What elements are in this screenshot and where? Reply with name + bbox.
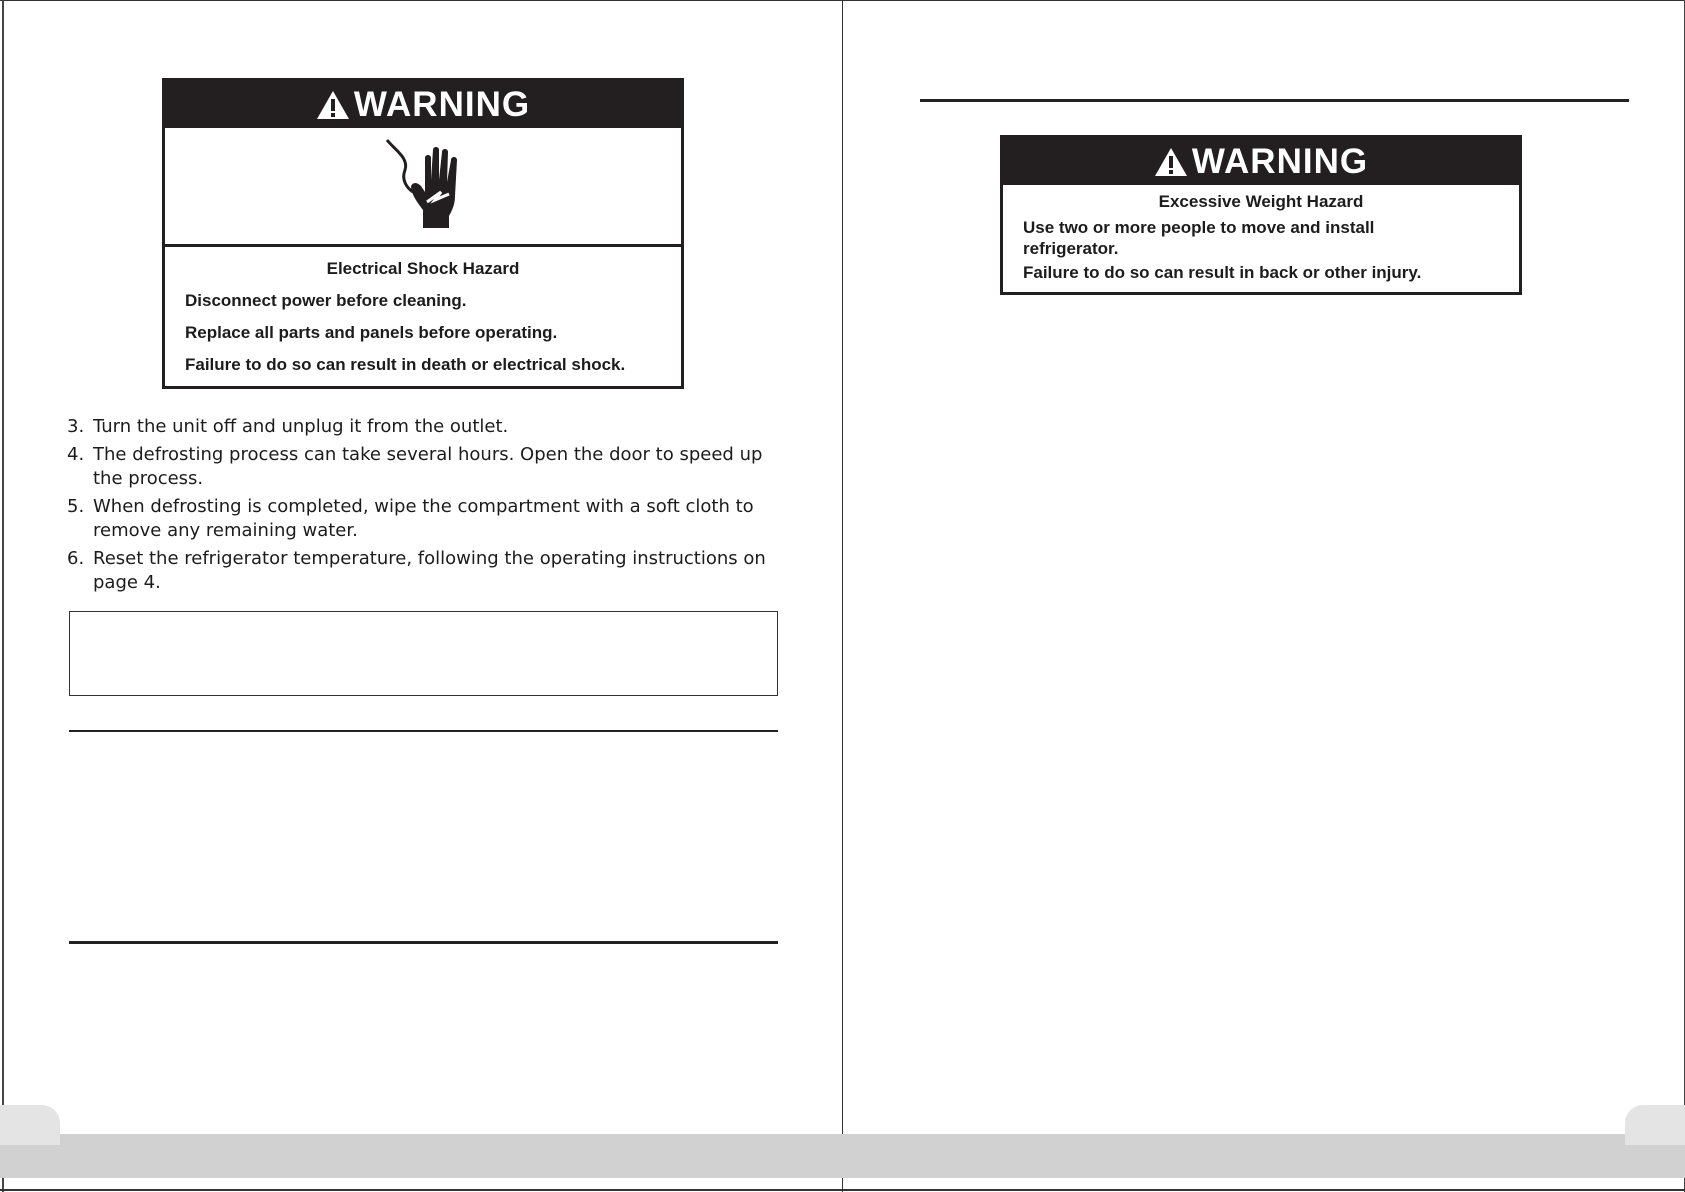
- list-item: [67, 443, 787, 491]
- footer-band: [0, 1134, 1685, 1178]
- section-rule-top: [920, 99, 1629, 102]
- step-number: 6.: [67, 548, 85, 569]
- step-text: Turn the unit off and unplug it from the outlet.: [93, 416, 509, 437]
- step-number: 4.: [67, 444, 85, 465]
- list-item: [67, 415, 787, 439]
- list-item: [67, 547, 787, 595]
- weight-warning-box: [1000, 135, 1522, 295]
- warning-line-2: Failure to do so can result in back or other injury.: [1023, 263, 1422, 282]
- electrical-shock-hand-icon: [375, 136, 471, 236]
- warning-header: [165, 81, 681, 128]
- step-text: Reset the refrigerator temperature, following the operating instructions on page 4.: [93, 548, 766, 593]
- warning-triangle-icon: [1154, 147, 1188, 177]
- page-tab-right: [1625, 1105, 1685, 1145]
- warning-title: Excessive Weight Hazard: [1158, 192, 1364, 211]
- step-text: When defrosting is completed, wipe the compartment with a soft cloth to remove any remaining water.: [93, 496, 754, 541]
- defrost-steps: [67, 415, 787, 599]
- warning-line-1: Disconnect power before cleaning.: [185, 291, 467, 310]
- warning-header: [1003, 138, 1519, 185]
- electrical-warning-box: [162, 78, 684, 389]
- warning-title: Electrical Shock Hazard: [326, 259, 520, 278]
- warning-line-1: Use two or more people to move and install refrigerator.: [1023, 218, 1375, 258]
- footer-bottom-line: [0, 1189, 1685, 1191]
- section-rule-1: [69, 730, 778, 732]
- page-tab-left: [0, 1105, 60, 1145]
- warning-line-2: Replace all parts and panels before operating.: [185, 323, 558, 342]
- page-frame-left: [2, 0, 4, 1192]
- warning-line-3: Failure to do so can result in death or electrical shock.: [185, 355, 626, 374]
- center-divider: [842, 0, 843, 1192]
- step-number: 3.: [67, 416, 85, 437]
- step-text: The defrosting process can take several hours. Open the door to speed up the process.: [93, 444, 763, 489]
- step-number: 5.: [67, 496, 85, 517]
- warning-triangle-icon: [316, 90, 350, 120]
- warning-header-text: WARNING: [1191, 141, 1369, 181]
- shock-icon-area: [165, 128, 681, 247]
- warning-header-text: WARNING: [353, 84, 531, 124]
- list-item: [67, 495, 787, 543]
- section-rule-2: [69, 941, 778, 944]
- empty-note-box: [69, 611, 778, 696]
